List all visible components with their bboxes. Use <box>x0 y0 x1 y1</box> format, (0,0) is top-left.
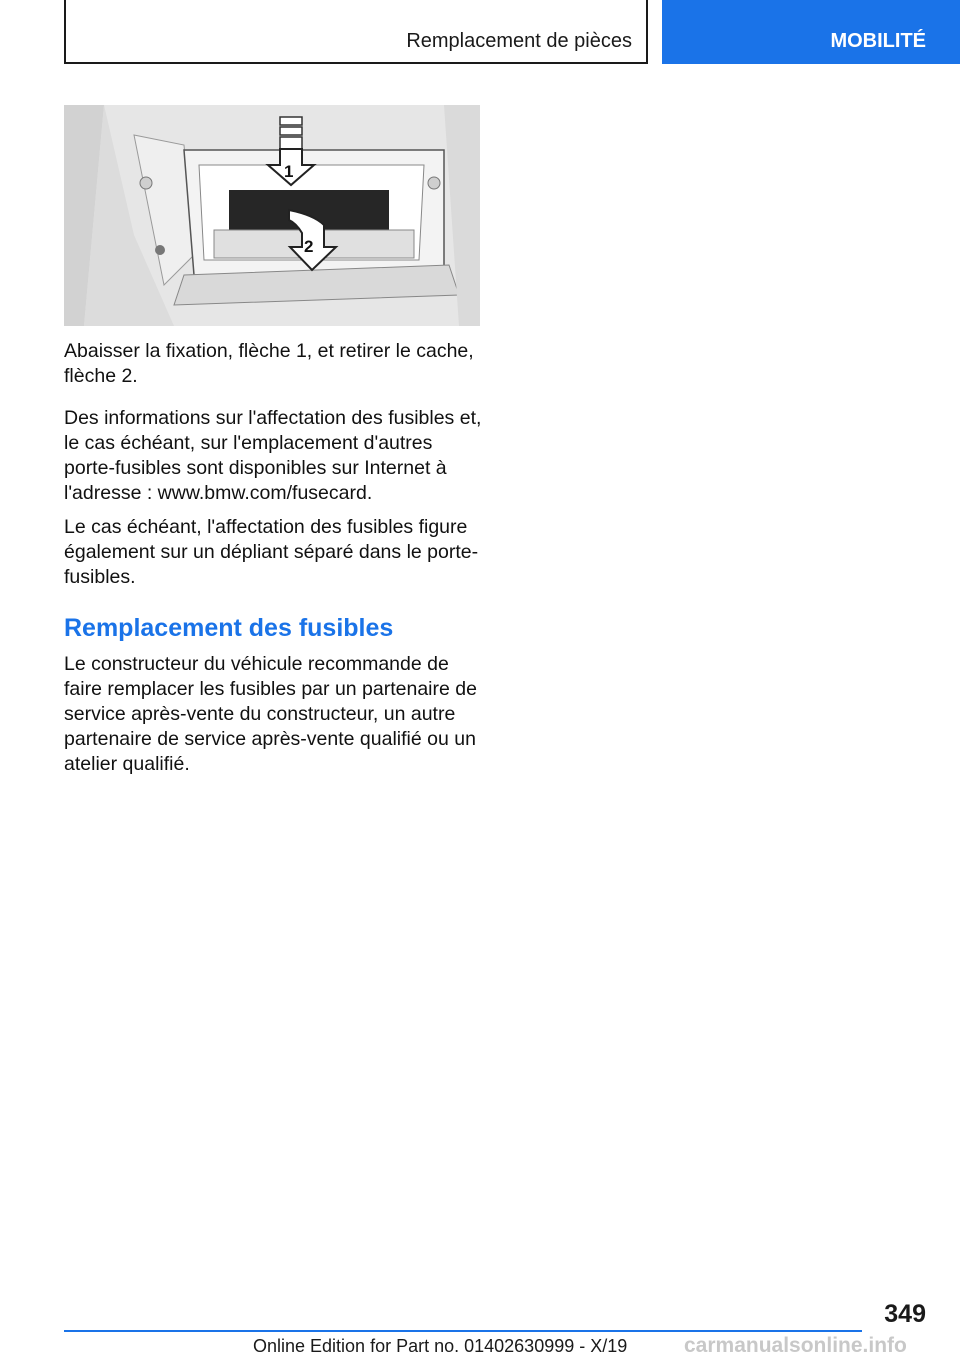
page-number: 349 <box>884 1300 926 1328</box>
instruction-paragraph: Abaisser la fixation, flèche 1, et retirer le cache, flèche 2. <box>64 340 474 387</box>
chapter-tab[interactable] <box>662 0 960 64</box>
callout-2: 2 <box>304 237 314 256</box>
footer-divider <box>64 1330 862 1332</box>
section-heading: Remplacement des fusibles <box>64 614 394 642</box>
edition-note: Online Edition for Part no. 01402630999 - X/19 <box>253 1336 628 1356</box>
recommendation-paragraph: Le constructeur du véhicule recommande de faire remplacer les fusibles par un partenaire de service après-vente du constructeur, un autre partenaire de service après-vente qualifié ou un atelier qualifié. <box>64 653 477 775</box>
callout-1: 1 <box>284 162 294 181</box>
watermark: carmanualsonline.info <box>684 1334 907 1357</box>
fuse-box-illustration <box>64 105 480 326</box>
note-paragraph: Le cas échéant, l'affectation des fusibles figure également sur un dépliant séparé dans le porte-fusibles. <box>64 516 479 588</box>
section-title: Remplacement de pièces <box>406 30 632 52</box>
chapter-tab-label: MOBILITÉ <box>830 30 926 52</box>
header-section-box <box>64 0 648 64</box>
info-paragraph: Des informations sur l'affectation des fusibles et, le cas échéant, sur l'emplacement d'autres porte-fusibles sont disponibles sur Internet à l'adresse : www.bmw.com/fusecard. <box>64 407 482 504</box>
